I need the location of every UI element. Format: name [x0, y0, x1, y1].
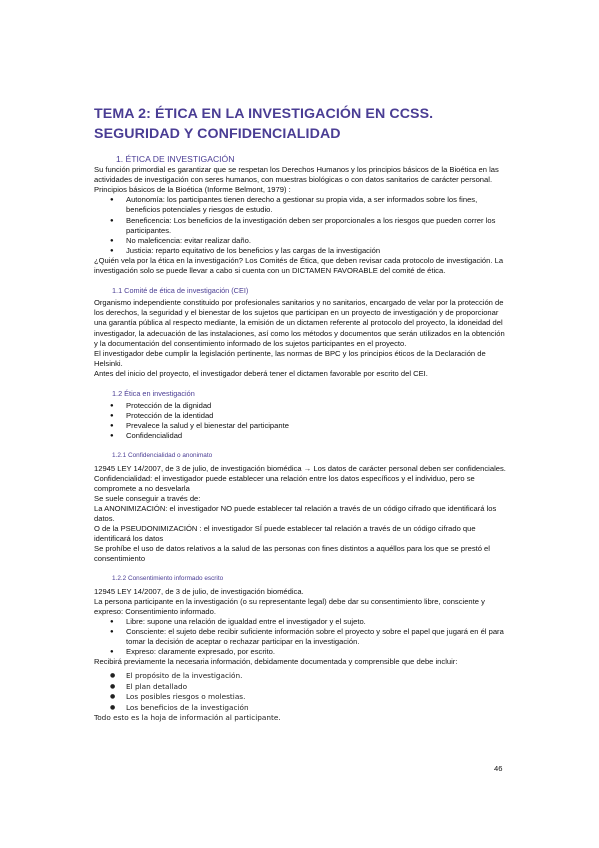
page-title — [94, 104, 514, 144]
list-item: ● El plan detallado — [122, 682, 506, 692]
section-heading-cei: 1.1 Comité de ética de investigación (CEI) — [112, 286, 249, 296]
list-item: ● El propósito de la investigación. — [122, 671, 506, 681]
cei-paragraph-2: El investigador debe cumplir la legislación pertinente, las normas de BPC y los principios éticos de la Declaración de Helsinki. — [94, 348, 486, 368]
section-heading-confidencialidad: 1.2.1 Confidencialidad o anonimato — [112, 452, 213, 460]
principles-lead: Principios básicos de la Bioética (Informe Belmont, 1979) : — [94, 185, 291, 195]
section-closing: ¿Quién vela por la ética en la investigación? Los Comités de Ética, que deben revisar cada protocolo de investigación. La investigación solo se puede llevar a cabo si cuenta con un DICTAMEN FAVORABLE del comité de ética. — [94, 255, 504, 276]
information-footer: Todo esto es la hoja de información al participante. — [94, 712, 281, 722]
consent-line: 12945 LEY 14/2007, de 3 de julio, de investigación biomédica. — [94, 586, 304, 596]
confidentiality-line: La ANONIMIZACIÓN: el investigador NO puede establecer tal relación a través de un código cifrado que identificará los datos. — [94, 503, 497, 523]
confidentiality-line: Confidencialidad: el investigador puede establecer una relación entre los datos específicos y el individuo, pero se compromete a no desvelarla — [94, 473, 475, 493]
section-heading-etica: 1. ÉTICA DE INVESTIGACIÓN — [116, 154, 235, 164]
information-list — [94, 671, 506, 713]
page-number: 46 — [494, 764, 503, 773]
list-item: ● Confidencialidad — [122, 431, 506, 441]
cei-paragraph-3: Antes del inicio del proyecto, el investigador deberá tener el dictamen favorable por escrito del CEI. — [94, 368, 428, 378]
confidentiality-line: Se prohíbe el uso de datos relativos a la salud de las personas con fines distintos a aquéllos para los que se prestó el consentimiento — [94, 544, 490, 564]
list-item: ● Protección de la identidad — [122, 411, 506, 421]
list-item: ● Protección de la dignidad — [122, 401, 506, 411]
document-body — [94, 154, 506, 723]
list-item: ● Libre: supone una relación de igualdad entre el investigador y el sujeto. — [122, 617, 506, 627]
title-line-1: TEMA 2: ÉTICA EN LA INVESTIGACIÓN EN CCSS. — [94, 106, 434, 122]
list-item: ● Expreso: claramente expresado, por escrito. — [122, 647, 506, 657]
consent-list — [94, 617, 506, 657]
list-item: ● Los posibles riesgos o molestias. — [122, 692, 506, 702]
consent-closing: Recibirá previamente la necesaria información, debidamente documentada y comprensible que debe incluir: — [94, 657, 458, 667]
consent-line: La persona participante en la investigación (o su representante legal) debe dar su consentimiento libre, consciente y expreso: Consentimiento informado. — [94, 596, 485, 616]
title-line-2: SEGURIDAD Y CONFIDENCIALIDAD — [94, 126, 341, 142]
list-item: ● Autonomía: los participantes tienen derecho a gestionar su propia vida, a ser informados sobre los fines, beneficios potenciales y riesgos de estudio. — [122, 195, 506, 215]
cei-paragraph-1: Organismo independiente constituido por profesionales sanitarios y no sanitarios, encargado de velar por la protección de los derechos, la seguridad y el bienestar de los sujetos que participan en un proyecto de investigación y de proporcionar una garantía pública al respecto mediante, la emisión de un dictamen referente al protocolo del proyecto, la idoneidad del investigador, la adecuación de las instalaciones, así como los métodos y documentos que serán utilizados en la obtención y la documentación del consentimiento informado de los sujetos participantes en el proyecto. — [94, 298, 505, 348]
list-item: ● No maleficencia: evitar realizar daño. — [122, 236, 506, 246]
list-item: ● Justicia: reparto equitativo de los beneficios y las cargas de la investigación — [122, 246, 506, 256]
section-intro: Su función primordial es garantizar que se respetan los Derechos Humanos y los principios básicos de la Bioética en las actividades de investigación con seres humanos, con muestras biológicas o con datos sanitarios de carácter personal. — [94, 165, 499, 185]
section-heading-etica-investigacion: 1.2 Ética en investigación — [112, 388, 195, 398]
list-item: ● Beneficencia: Los beneficios de la investigación deben ser proporcionales a los riesgos que pueden correr los participantes. — [122, 216, 506, 236]
list-item: ● Los beneficios de la investigación — [122, 703, 506, 713]
list-item: ● Consciente: el sujeto debe recibir suficiente información sobre el proyecto y sobre el papel que jugará en él para tomar la decisión de aceptar o rechazar participar en la investigación. — [122, 627, 506, 647]
confidentiality-line: O de la PSEUDONIMIZACIÓN : el investigador SÍ puede establecer tal relación a través de un código cifrado que identificará los datos — [94, 524, 476, 544]
ethics-list — [94, 401, 506, 441]
confidentiality-line: 12945 LEY 14/2007, de 3 de julio, de investigación biomédica → Los datos de carácter personal deben ser confidenciales. — [94, 463, 506, 473]
section-heading-consentimiento: 1.2.2 Consentimiento informado escrito — [112, 575, 224, 583]
principles-list — [94, 195, 506, 256]
information-sheet-block — [94, 671, 506, 723]
confidentiality-line: Se suele conseguir a través de: — [94, 493, 201, 503]
list-item: ● Prevalece la salud y el bienestar del participante — [122, 421, 506, 431]
